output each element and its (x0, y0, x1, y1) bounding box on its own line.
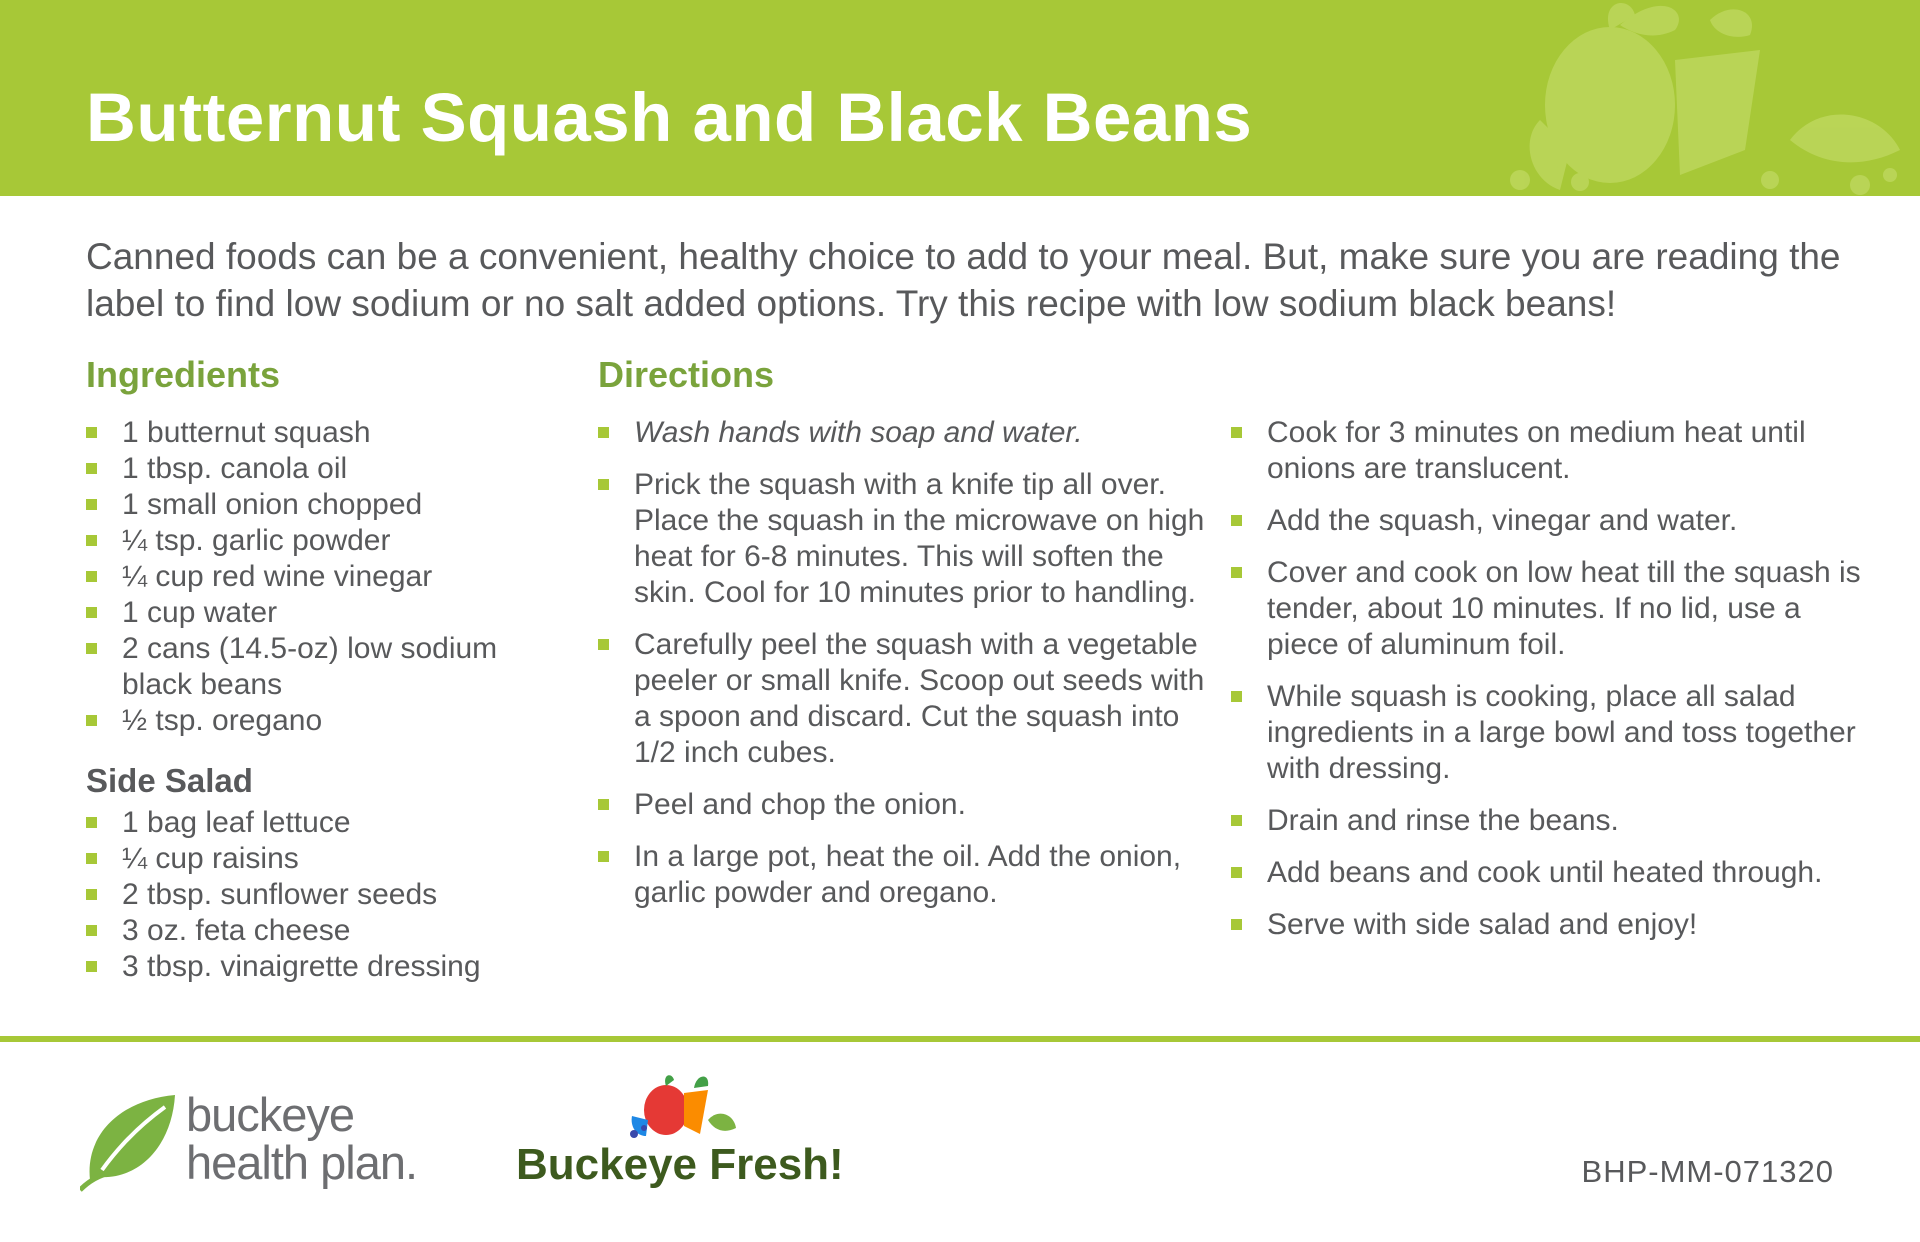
bullet-square-icon (598, 799, 609, 810)
bullet-square-icon (86, 715, 97, 726)
list-item: Wash hands with soap and water. (598, 415, 1208, 451)
logo-line2: health plan. (186, 1136, 418, 1189)
list-item: ½ tsp. oregano (86, 703, 526, 739)
list-item: 1 bag leaf lettuce (86, 805, 526, 841)
bullet-square-icon (86, 571, 97, 582)
list-item: Peel and chop the onion. (598, 787, 1208, 823)
list-item: 1 small onion chopped (86, 487, 526, 523)
list-item: 1 cup water (86, 595, 526, 631)
bullet-square-icon (1231, 515, 1242, 526)
list-item: 2 cans (14.5-oz) low sodium black beans (86, 631, 526, 703)
bullet-square-icon (86, 607, 97, 618)
list-item: In a large pot, heat the oil. Add the onion, garlic powder and oregano. (598, 839, 1208, 911)
bullet-square-icon (86, 925, 97, 936)
bullet-square-icon (86, 499, 97, 510)
bullet-square-icon (598, 639, 609, 650)
bullet-square-icon (1231, 867, 1242, 878)
bullet-square-icon (86, 889, 97, 900)
leaf-icon (80, 1085, 180, 1195)
footer-divider (0, 1036, 1920, 1042)
side-salad-heading: Side Salad (86, 762, 253, 799)
list-item: Cook for 3 minutes on medium heat until onions are translucent. (1231, 415, 1871, 487)
buckeye-fresh-logo (516, 1068, 856, 1198)
list-item: 2 tbsp. sunflower seeds (86, 877, 526, 913)
header-banner (0, 0, 1920, 196)
list-item: ¼ tsp. garlic powder (86, 523, 526, 559)
bullet-square-icon (1231, 919, 1242, 930)
list-item: Cover and cook on low heat till the squash is tender, about 10 minutes. If no lid, use a piece of aluminum foil. (1231, 555, 1871, 663)
bullet-square-icon (598, 427, 609, 438)
side-salad-list (86, 805, 526, 985)
bullet-square-icon (1231, 567, 1242, 578)
bullet-square-icon (86, 427, 97, 438)
list-item: While squash is cooking, place all salad ingredients in a large bowl and toss together with dressing. (1231, 679, 1871, 787)
bullet-square-icon (1231, 815, 1242, 826)
list-item: 3 tbsp. vinaigrette dressing (86, 949, 526, 985)
bullet-square-icon (1231, 691, 1242, 702)
list-item: 1 butternut squash (86, 415, 526, 451)
fruit-decoration-icon (1460, 0, 1920, 196)
directions-heading: Directions (598, 354, 775, 395)
bullet-square-icon (1231, 427, 1242, 438)
bullet-square-icon (86, 643, 97, 654)
list-item: Prick the squash with a knife tip all over. Place the squash in the microwave on high heat for 6-8 minutes. This will soften the skin. Cool for 10 minutes prior to handling. (598, 467, 1208, 611)
ingredients-heading: Ingredients (86, 354, 281, 395)
document-code: BHP-MM-071320 (1581, 1154, 1834, 1189)
ingredients-list (86, 415, 526, 739)
page-title: Butternut Squash and Black Beans (86, 79, 1253, 156)
bullet-square-icon (86, 853, 97, 864)
list-item: ¼ cup red wine vinegar (86, 559, 526, 595)
list-item: 3 oz. feta cheese (86, 913, 526, 949)
bullet-square-icon (598, 479, 609, 490)
list-item: Drain and rinse the beans. (1231, 803, 1871, 839)
bullet-square-icon (86, 961, 97, 972)
bullet-square-icon (598, 851, 609, 862)
intro-text: Canned foods can be a convenient, healthy choice to add to your meal. But, make sure you are reading the label to find low sodium or no salt added options. Try this recipe with low sodium black beans! (86, 236, 1841, 324)
logo-line1: buckeye (186, 1088, 355, 1141)
buckeye-health-plan-logo (80, 1085, 450, 1195)
buckeye-fresh-label: Buckeye Fresh! (516, 1140, 844, 1189)
directions-list-col2 (1231, 415, 1871, 959)
fruit-vegetable-icon (626, 1068, 736, 1140)
bullet-square-icon (86, 535, 97, 546)
list-item: Add beans and cook until heated through. (1231, 855, 1871, 891)
directions-list-col1 (598, 415, 1208, 927)
list-item: Carefully peel the squash with a vegetable peeler or small knife. Scoop out seeds with a spoon and discard. Cut the squash into 1/2 inch cubes. (598, 627, 1208, 771)
list-item: Add the squash, vinegar and water. (1231, 503, 1871, 539)
bullet-square-icon (86, 817, 97, 828)
list-item: ¼ cup raisins (86, 841, 526, 877)
list-item: Serve with side salad and enjoy! (1231, 907, 1871, 943)
list-item: 1 tbsp. canola oil (86, 451, 526, 487)
bullet-square-icon (86, 463, 97, 474)
